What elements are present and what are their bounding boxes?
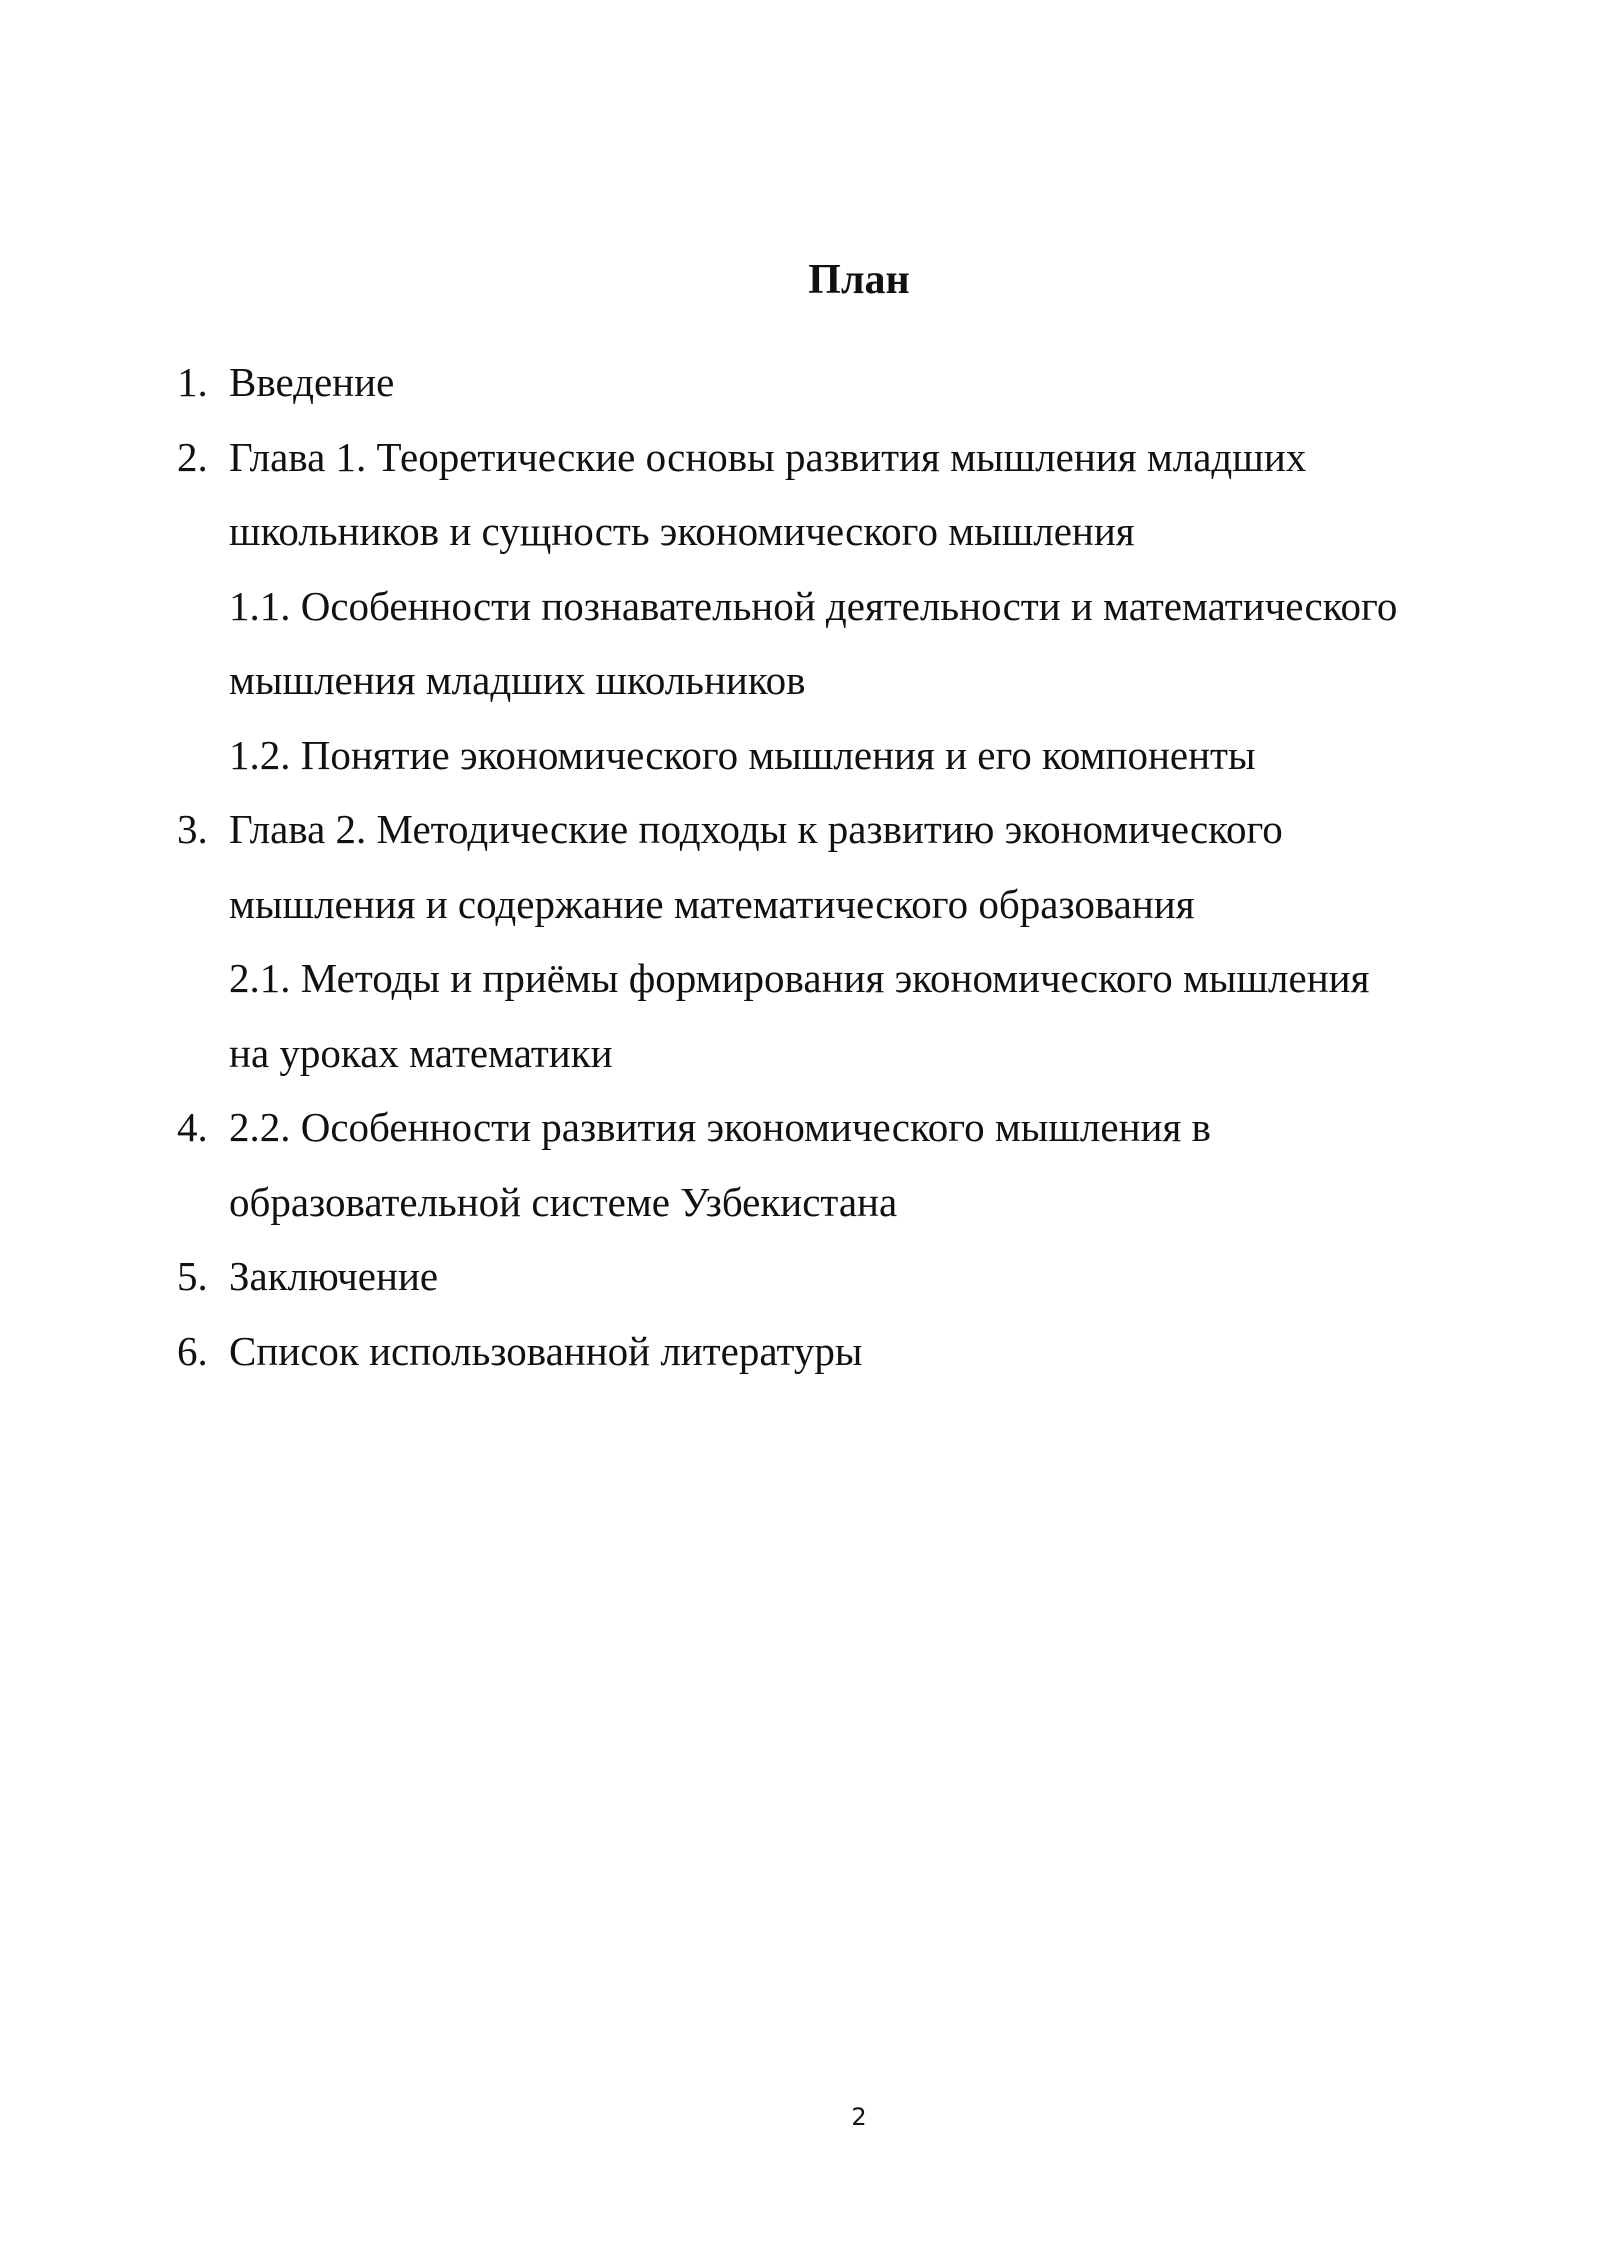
toc-item-text: Введение xyxy=(229,359,395,405)
toc-item-text: школьников и сущность экономического мышления xyxy=(229,508,1135,554)
page-title: План xyxy=(808,257,910,303)
toc-item-number: 2. xyxy=(177,433,208,480)
toc-item-text: Список использованной литературы xyxy=(229,1327,863,1374)
toc-item-4 xyxy=(177,1090,1497,1239)
toc-subitem-text: 1.2. Понятие экономического мышления и его компоненты xyxy=(229,731,1256,778)
toc-item-5 xyxy=(177,1239,1497,1314)
toc-subitem-text: 1.1. Особенности познавательной деятельности и математического xyxy=(229,582,1398,629)
toc-item-number: 1. xyxy=(177,359,208,405)
toc-item-number: 4. xyxy=(177,1104,208,1150)
toc-item-number: 3. xyxy=(177,806,208,852)
toc-item-2 xyxy=(177,420,1497,793)
toc-item-text: Глава 2. Методические подходы к развитию экономического xyxy=(229,806,1283,852)
page-number: 2 xyxy=(851,2103,867,2131)
toc-item-text: Заключение xyxy=(229,1253,439,1299)
toc-item-number: 6. xyxy=(177,1327,208,1374)
toc-item-text: Глава 1. Теоретические основы развития мышления младших xyxy=(229,433,1307,480)
toc-subitem-1-2 xyxy=(229,718,1497,793)
toc-subitem-1-1 xyxy=(229,569,1497,718)
toc-item-text: мышления и содержание математического образования xyxy=(229,880,1195,927)
toc-item-text: образовательной системе Узбекистана xyxy=(229,1178,898,1225)
toc-subitem-text: на уроках математики xyxy=(229,1029,613,1076)
toc-item-text: 2.2. Особенности развития экономического мышления в xyxy=(229,1104,1211,1150)
toc-item-1 xyxy=(177,345,1497,420)
toc-subitem-2-1 xyxy=(229,941,1497,1090)
toc-item-6 xyxy=(177,1314,1497,1389)
toc-subitem-text: мышления младших школьников xyxy=(229,657,806,703)
toc-item-3 xyxy=(177,792,1497,1090)
toc-subitem-text: 2.1. Методы и приёмы формирования экономического мышления xyxy=(229,955,1370,1001)
table-of-contents xyxy=(177,345,1497,1388)
toc-item-number: 5. xyxy=(177,1253,208,1299)
